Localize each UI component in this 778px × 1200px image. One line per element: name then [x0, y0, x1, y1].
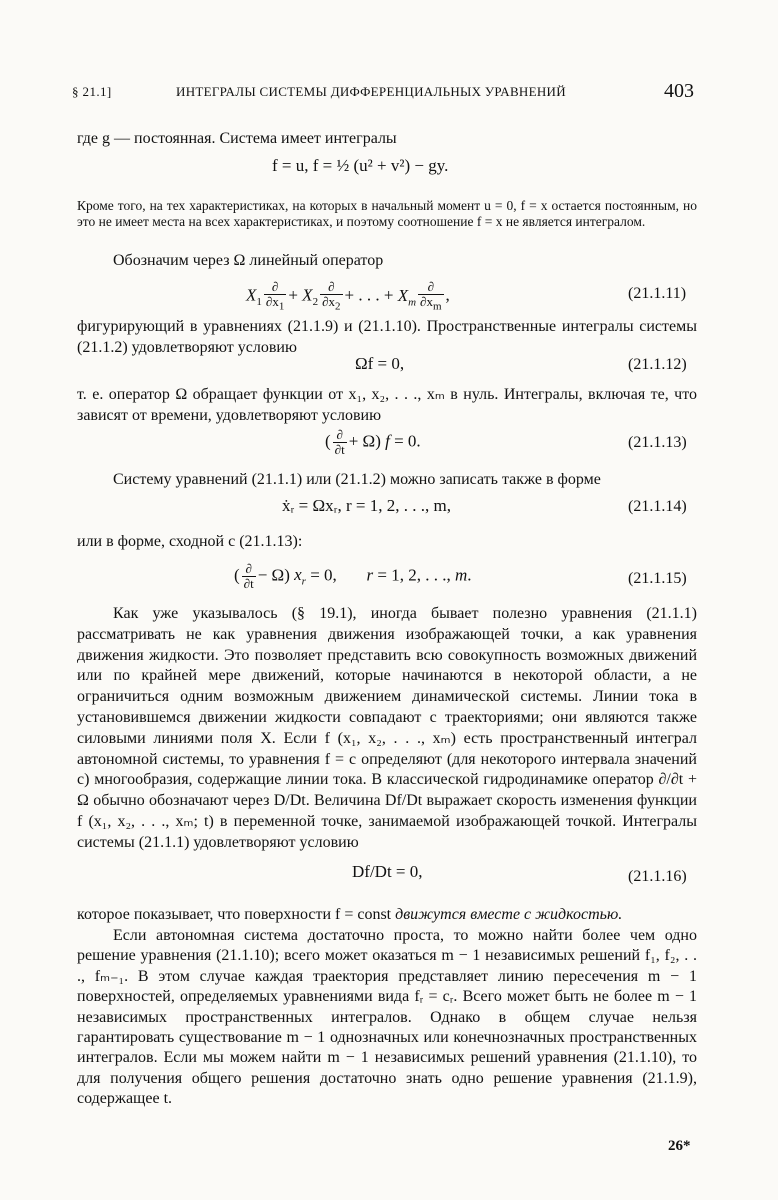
- page-number: 403: [664, 80, 694, 102]
- equation-21-1-16: Df/Dt = 0,: [352, 862, 423, 881]
- intro-line: где g — постоянная. Система имеет интегралы: [77, 130, 397, 147]
- paragraph-2: фигурирующий в уравнениях (21.1.9) и (21.1.10). Пространственные интегралы системы (21.1.2) удовлетворяют условию: [77, 318, 697, 356]
- signature-mark: 26*: [668, 1138, 691, 1154]
- equation-number: (21.1.13): [628, 434, 687, 451]
- equation-21-1-14: ẋᵣ = Ωxᵣ, r = 1, 2, . . ., m,: [282, 496, 451, 515]
- equation-21-1-15: ( $\frac{\partial}{\partial t}$ − Ω) $x_r = 0$, r = 1, 2, . . ., m.: [234, 561, 472, 591]
- equation-number: (21.1.14): [628, 498, 687, 515]
- section-ref: § 21.1]: [72, 84, 112, 99]
- paragraph-3: т. е. оператор Ω обращает функции от x₁, x₂, . . ., xₘ в нуль. Интегралы, включая те, что зависят от времени, удовлетворяют условию: [77, 386, 697, 424]
- equation-number: (21.1.12): [628, 356, 687, 373]
- integrals-formula: f = u, f = ½ (u² + v²) − gy.: [272, 156, 449, 175]
- small-note: Кроме того, на тех характеристиках, на которых в начальный момент u = 0, f = x остается постоянным, но это не имеет места на всех характеристиках, и поэтому соотношение f = x не является интегралом.: [77, 198, 697, 229]
- equation-21-1-12: Ωf = 0,: [355, 354, 405, 373]
- paragraph-4: Систему уравнений (21.1.1) или (21.1.2) можно записать также в форме: [113, 471, 601, 488]
- paragraph-8: Если автономная система достаточно проста, то можно найти более чем одно решение уравнения (21.1.10); всего может оказаться m − 1 независимых решений f₁, f₂, . . ., fₘ₋₁. В этом случае каждая траектория представляет линию пересечения m − 1 поверхностей, определяемых уравнениями вида fᵣ = cᵣ. Всего может быть не более m − 1 независимых пространственных интегралов. Однако в общем случае нельзя гарантировать существование m − 1 однозначных или конечнозначных пространственных интегралов. Если мы можем найти m − 1 независимых решений уравнения (21.1.10), то для получения общего решения достаточно знать одно решение уравнения (21.1.9), содержащее t.: [77, 927, 697, 1108]
- equation-21-1-13: ( $\frac{\partial}{\partial t}$ + Ω) f = 0.: [325, 427, 421, 457]
- equation-number: (21.1.16): [628, 868, 687, 885]
- paragraph-1: Обозначим через Ω линейный оператор: [113, 252, 384, 269]
- paragraph-7-text: которое показывает, что поверхности f = const: [77, 906, 392, 923]
- equation-number: (21.1.15): [628, 570, 687, 587]
- equation-number: (21.1.11): [628, 285, 687, 302]
- running-title: ИНТЕГРАЛЫ СИСТЕМЫ ДИФФЕРЕНЦИАЛЬНЫХ УРАВНЕНИЙ: [176, 84, 566, 99]
- paragraph-6: Как уже указывалось (§ 19.1), иногда бывает полезно уравнения (21.1.1) рассматривать не как уравнения движения изображающей точки, а как уравнения движения жидкости. Это позволяет представить всю совокупность возможных движений или по крайней мере движений, которые начинаются в некоторой области, а не ограничиться одним возможным движением динамической системы. Линии тока в установившемся движении жидкости совпадают с траекториями; они являются также силовыми линиями поля X. Если f (x₁, x₂, . . ., xₘ) есть пространственный интеграл автономной системы, то уравнения f = c определяют (для некоторого интервала значений c) многообразия, содержащие линии тока. В классической гидродинамике оператор ∂/∂t + Ω обычно обозначают через D/Dt. Величина Df/Dt выражает скорость изменения функции f (x₁, x₂, . . ., xₘ; t) в переменной точке, занимаемой изображающей точкой. Интегралы системы (21.1.1) удовлетворяют условию: [77, 605, 697, 851]
- paragraph-5: или в форме, сходной с (21.1.13):: [77, 533, 303, 550]
- paragraph-7-italic: движутся вместе с жидкостью.: [395, 906, 623, 923]
- equation-21-1-11: $X_1$ $\frac{\partial}{\partial x_1}$ + $X_2$ $\frac{\partial}{\partial x_2}$ + . . . + $X_m$ $\frac{\partial}{\partial x_m}$ ,: [246, 279, 450, 313]
- paragraph-7: [77, 904, 697, 925]
